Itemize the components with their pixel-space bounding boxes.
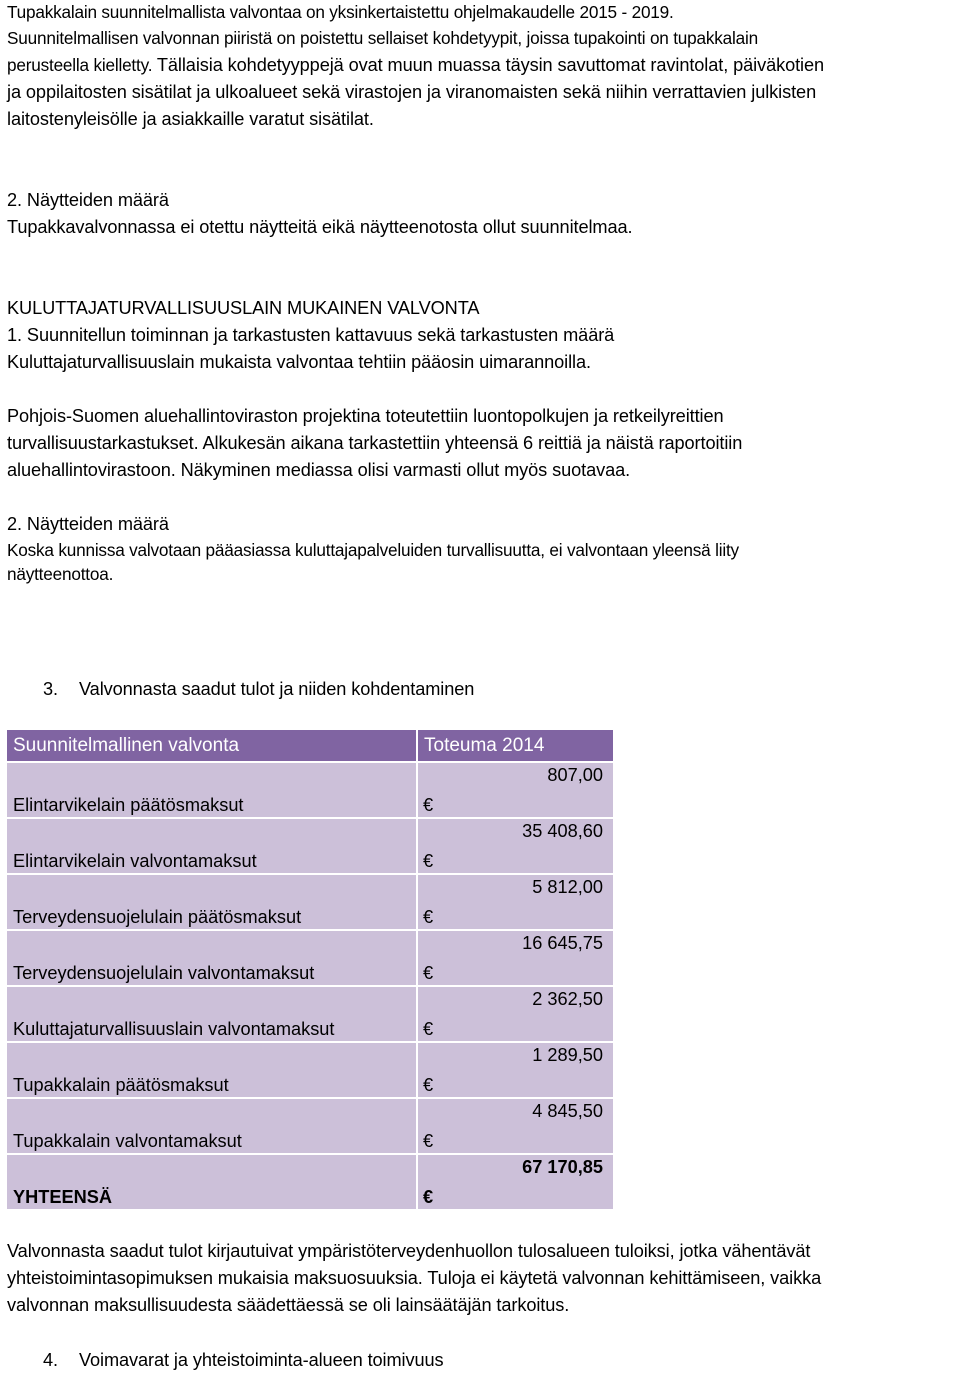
total-label-cell xyxy=(7,1154,417,1210)
resources-heading-text: Voimavarat ja yhteistoiminta-alueen toimivuus xyxy=(79,1350,444,1370)
tobacco-samples-text: Tupakkavalvonnassa ei otettu näytteitä eikä näytteenotosta ollut suunnitelmaa. xyxy=(7,217,633,237)
consumer-samples-line-1: Koska kunnissa valvotaan pääasiassa kuluttajapalveluiden turvallisuutta, ei valvontaan yleensä liity xyxy=(7,540,739,560)
euro-symbol: € xyxy=(423,907,434,927)
consumer-samples-section xyxy=(7,511,957,586)
euro-symbol: € xyxy=(423,851,434,871)
resources-heading xyxy=(7,1347,957,1374)
row-value-cell xyxy=(417,930,613,986)
row-label-cell xyxy=(7,762,417,818)
hiking-routes-paragraph xyxy=(7,403,957,484)
euro-symbol: € xyxy=(423,963,434,983)
revenue-explanation-paragraph xyxy=(7,1238,957,1319)
revenue-heading xyxy=(7,676,957,703)
row-label-cell xyxy=(7,1098,417,1154)
coverage-heading: 1. Suunnitellun toiminnan ja tarkastusten kattavuus sekä tarkastusten määrä xyxy=(7,325,615,345)
revenue-table-body xyxy=(7,762,613,1210)
row-label-cell xyxy=(7,818,417,874)
tobacco-samples-section xyxy=(7,187,957,241)
table-row xyxy=(7,986,613,1042)
table-row xyxy=(7,930,613,986)
revenue-heading-number: 3. xyxy=(43,679,58,699)
consumer-safety-section xyxy=(7,295,957,376)
header-actual-2014: Toteuma 2014 xyxy=(417,730,613,762)
euro-symbol: € xyxy=(423,1019,434,1039)
row-amount: 16 645,75 xyxy=(522,933,603,953)
table-row xyxy=(7,762,613,818)
revenue-heading-text: Valvonnasta saadut tulot ja niiden kohdentaminen xyxy=(79,679,475,699)
tobacco-samples-heading: 2. Näytteiden määrä xyxy=(7,190,169,210)
hiking-line-2: turvallisuustarkastukset. Alkukesän aikana tarkastettiin yhteensä 6 reittiä ja näistä raportoitiin xyxy=(7,433,743,453)
row-label-cell xyxy=(7,1042,417,1098)
row-value-cell xyxy=(417,1098,613,1154)
intro-line-1: Tupakkalain suunnitelmallista valvontaa on yksinkertaistettu ohjelmakaudelle 2015 - 2019. xyxy=(7,2,674,22)
hiking-line-1: Pohjois-Suomen aluehallintoviraston projektina toteutettiin luontopolkujen ja retkeilyreittien xyxy=(7,406,724,426)
row-label: Elintarvikelain valvontamaksut xyxy=(13,851,257,871)
euro-symbol: € xyxy=(423,1131,434,1151)
resources-heading-number: 4. xyxy=(43,1350,58,1370)
row-label: Tupakkalain valvontamaksut xyxy=(13,1131,242,1151)
intro-line-5: laitostenyleisölle ja asiakkaille varatut sisätilat. xyxy=(7,109,374,129)
intro-line-2: Suunnitelmallisen valvonnan piiristä on poistettu sellaiset kohdetyypit, joissa tupakointi on tupakkalain xyxy=(7,28,758,48)
row-label-cell xyxy=(7,874,417,930)
revenue-explanation-line-3: valvonnan maksullisuudesta säädettäessä se oli lainsäätäjän tarkoitus. xyxy=(7,1295,570,1315)
row-label-cell xyxy=(7,930,417,986)
total-label: YHTEENSÄ xyxy=(13,1187,113,1207)
intro-line-3a: perusteella kielletty. xyxy=(7,55,153,75)
row-value-cell xyxy=(417,1042,613,1098)
total-amount: 67 170,85 xyxy=(522,1157,603,1177)
row-amount: 2 362,50 xyxy=(532,989,603,1009)
table-total-row xyxy=(7,1154,613,1210)
euro-symbol: € xyxy=(423,1075,434,1095)
table-row xyxy=(7,1042,613,1098)
revenue-table-header-row xyxy=(7,730,613,762)
total-value-cell xyxy=(417,1154,613,1210)
consumer-samples-line-2: näytteenottoa. xyxy=(7,564,114,584)
row-label-cell xyxy=(7,986,417,1042)
intro-paragraph xyxy=(7,0,957,133)
row-label: Tupakkalain päätösmaksut xyxy=(13,1075,229,1095)
euro-symbol: € xyxy=(423,1187,434,1207)
row-amount: 4 845,50 xyxy=(532,1101,603,1121)
row-amount: 807,00 xyxy=(547,765,603,785)
table-row xyxy=(7,874,613,930)
row-value-cell xyxy=(417,874,613,930)
revenue-table xyxy=(7,730,613,1211)
table-row xyxy=(7,818,613,874)
header-planned-control: Suunnitelmallinen valvonta xyxy=(7,730,417,762)
hiking-line-3: aluehallintovirastoon. Näkyminen mediassa olisi varmasti ollut myös suotavaa. xyxy=(7,460,631,480)
euro-symbol: € xyxy=(423,795,434,815)
coverage-text: Kuluttajaturvallisuuslain mukaista valvontaa tehtiin pääosin uimarannoilla. xyxy=(7,352,591,372)
row-label: Elintarvikelain päätösmaksut xyxy=(13,795,244,815)
revenue-explanation-line-1: Valvonnasta saadut tulot kirjautuivat ympäristöterveydenhuollon tulosalueen tuloiksi, jotka vähentävät xyxy=(7,1241,811,1261)
row-amount: 1 289,50 xyxy=(532,1045,603,1065)
consumer-safety-title: KULUTTAJATURVALLISUUSLAIN MUKAINEN VALVONTA xyxy=(7,298,480,318)
intro-line-3 xyxy=(7,52,957,79)
intro-line-3b: Tällaisia kohdetyyppejä ovat muun muassa täysin savuttomat ravintolat, päiväkotien xyxy=(152,55,825,75)
table-row xyxy=(7,1098,613,1154)
row-amount: 5 812,00 xyxy=(532,877,603,897)
row-amount: 35 408,60 xyxy=(522,821,603,841)
row-label: Terveydensuojelulain päätösmaksut xyxy=(13,907,302,927)
revenue-explanation-line-2: yhteistoimintasopimuksen mukaisia maksuosuuksia. Tuloja ei käytetä valvonnan kehittämiseen, vaikka xyxy=(7,1268,822,1288)
consumer-samples-heading: 2. Näytteiden määrä xyxy=(7,514,169,534)
row-value-cell xyxy=(417,986,613,1042)
row-value-cell xyxy=(417,762,613,818)
row-value-cell xyxy=(417,818,613,874)
intro-line-4: ja oppilaitosten sisätilat ja ulkoalueet sekä virastojen ja viranomaisten sekä niihin verrattavien julkisten xyxy=(7,82,817,102)
row-label: Terveydensuojelulain valvontamaksut xyxy=(13,963,315,983)
row-label: Kuluttajaturvallisuuslain valvontamaksut xyxy=(13,1019,335,1039)
